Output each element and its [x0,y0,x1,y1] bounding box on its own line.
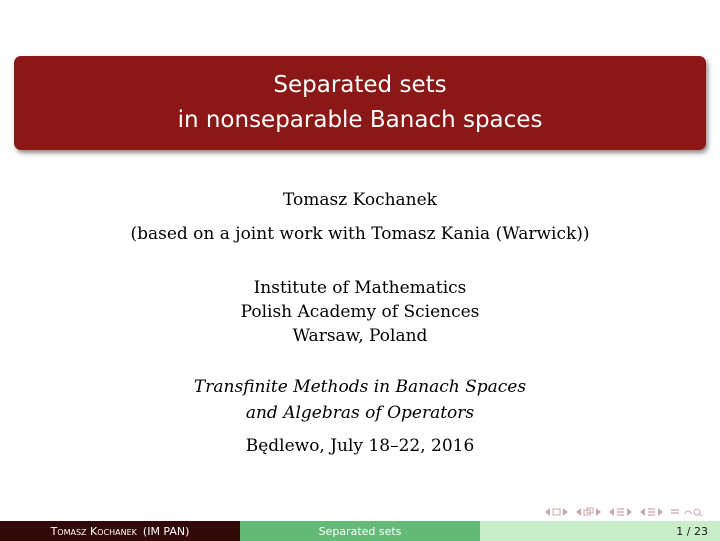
nav-subsection-group [575,507,602,517]
footer-short-title: Separated sets [318,524,402,538]
nav-document-icon[interactable] [647,507,656,517]
nav-subsection-icon[interactable] [583,507,594,517]
footer-title-section [240,521,480,541]
nav-frame-icon[interactable] [552,507,561,517]
institute-line-1: Institute of Mathematics [253,278,467,298]
nav-section-left-icon[interactable] [608,507,615,517]
author-name: Tomasz Kochanek [283,190,437,210]
nav-subsection-left-icon[interactable] [575,507,582,517]
beamer-navigation-bar [544,505,706,519]
nav-right-arrow-icon[interactable] [562,507,569,517]
footer-affiliation: (IM PAN) [142,524,190,538]
nav-left-arrow-icon[interactable] [544,507,551,517]
conference-block [0,374,720,426]
institute-block [0,276,720,348]
institute-line-3: Warsaw, Poland [292,326,428,346]
nav-section-right-icon[interactable] [626,507,633,517]
institute-line-2: Polish Academy of Sciences [240,302,480,322]
nav-document-group [639,507,664,517]
footer-page-number: 1 / 23 [676,524,708,538]
nav-appendix-icon[interactable] [670,507,680,517]
title-line-1: Separated sets [273,72,447,98]
nav-section-group [608,507,633,517]
footer-bar [0,521,720,541]
conference-line-1: Transfinite Methods in Banach Spaces [193,377,527,397]
conference-line-2: and Algebras of Operators [245,403,475,423]
nav-section-icon[interactable] [616,507,625,517]
nav-subsection-right-icon[interactable] [595,507,602,517]
collaboration-note: (based on a joint work with Tomasz Kania (Warwick)) [130,224,590,244]
title-block [14,56,706,150]
footer-author: Tomasz Kochanek [50,524,137,538]
title-line-2: in nonseparable Banach spaces [177,107,543,133]
footer-page-section [480,521,720,541]
nav-document-right-icon[interactable] [657,507,664,517]
nav-document-left-icon[interactable] [639,507,646,517]
nav-frame-group [544,507,569,517]
nav-back-search-icon[interactable] [682,507,706,517]
footer-author-section [0,521,240,541]
date-location: Będlewo, July 18–22, 2016 [245,436,475,456]
